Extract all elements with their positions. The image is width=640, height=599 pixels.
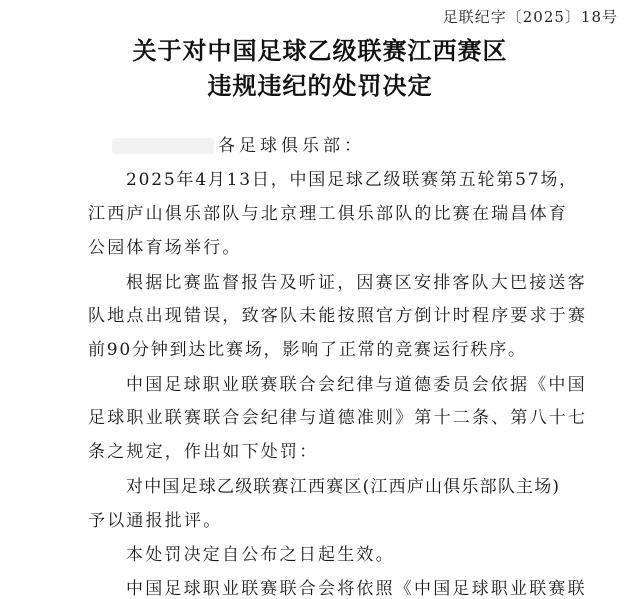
paragraph-1-line-3: 公园体育场举行。 (88, 238, 242, 258)
paragraph-3-line-1: 中国足球职业联赛联合会纪律与道德委员会依据《中国 (126, 375, 587, 395)
paragraph-5-line-1: 本处罚决定自公布之日起生效。 (126, 545, 395, 565)
title-line-1: 关于对中国足球乙级联赛江西赛区 (132, 36, 508, 65)
paragraph-1-line-2: 江西庐山俱乐部队与北京理工俱乐部队的比赛在瑞昌体育 (88, 204, 568, 224)
paragraph-2-line-1: 根据比赛监督报告及听证，因赛区安排客队大巴接送客 (126, 273, 587, 293)
paragraph-4-line-1: 对中国足球乙级联赛江西赛区(江西庐山俱乐部队主场) (126, 477, 561, 497)
document-number: 足联纪字〔2025〕18号 (442, 8, 618, 26)
title-line-2: 违规违纪的处罚决定 (207, 71, 433, 100)
redacted-area (112, 138, 214, 154)
paragraph-3-line-2: 足球职业联赛联合会纪律与道德准则》第十二条、第八十七 (88, 408, 588, 428)
paragraph-3-line-3: 条之规定，作出如下处罚： (88, 442, 319, 462)
paragraph-6-line-1: 中国足球职业联赛联合会将依照《中国足球职业联赛联 (126, 579, 587, 599)
paragraph-4-line-2: 予以通报批评。 (88, 511, 223, 531)
salutation: 各足球俱乐部： (218, 136, 365, 156)
paragraph-1-line-1: 2025年4月13日，中国足球乙级联赛第五轮第57场， (126, 170, 578, 190)
paragraph-2-line-2: 队地点出现错误，致客队未能按照官方倒计时程序要求于赛 (88, 306, 588, 326)
paragraph-2-line-3: 前90分钟到达比赛场，影响了正常的竞赛运行秩序。 (88, 340, 527, 360)
